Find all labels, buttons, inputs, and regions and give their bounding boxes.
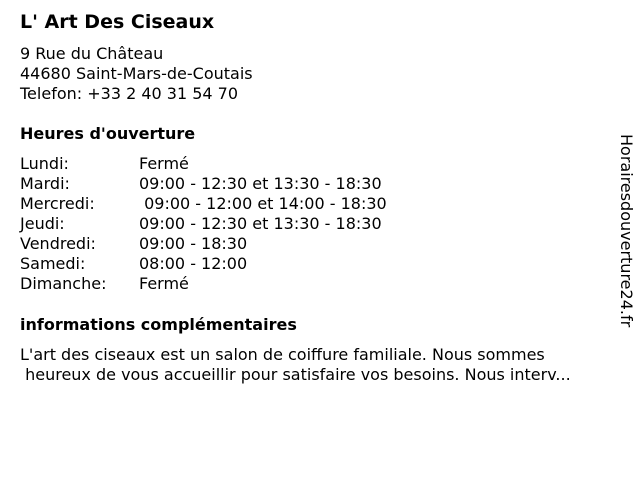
day-label: Lundi: bbox=[20, 154, 69, 173]
hours-row bbox=[20, 154, 387, 174]
day-label: Jeudi: bbox=[20, 214, 65, 233]
time-value: 08:00 - 12:00 bbox=[139, 254, 248, 273]
site-watermark bbox=[612, 134, 636, 344]
hours-row bbox=[20, 254, 387, 274]
time-value: Fermé bbox=[139, 274, 189, 293]
day-label: Mardi: bbox=[20, 174, 70, 193]
opening-hours-heading: Heures d'ouverture bbox=[20, 124, 196, 143]
day-label: Dimanche: bbox=[20, 274, 107, 293]
info-line: L'art des ciseaux est un salon de coiffure familiale. Nous sommes bbox=[20, 345, 545, 364]
watermark-text: Horairesdouverture24.fr bbox=[617, 134, 636, 328]
opening-hours-table bbox=[20, 154, 387, 294]
business-name: L' Art Des Ciseaux bbox=[20, 11, 215, 33]
day-label: Mercredi: bbox=[20, 194, 95, 213]
hours-row bbox=[20, 274, 387, 294]
hours-row bbox=[20, 174, 387, 194]
day-label: Vendredi: bbox=[20, 234, 96, 253]
time-value: Fermé bbox=[139, 154, 189, 173]
street-address: 9 Rue du Château bbox=[20, 44, 164, 63]
info-line: heureux de vous accueillir pour satisfaire vos besoins. Nous interv... bbox=[20, 365, 571, 384]
hours-row bbox=[20, 214, 387, 234]
time-value: 09:00 - 18:30 bbox=[139, 234, 248, 253]
time-value: 09:00 - 12:30 et 13:30 - 18:30 bbox=[139, 174, 382, 193]
city-address: 44680 Saint-Mars-de-Coutais bbox=[20, 64, 253, 83]
time-value: 09:00 - 12:30 et 13:30 - 18:30 bbox=[139, 214, 382, 233]
address-block bbox=[20, 44, 253, 104]
additional-info-text bbox=[20, 345, 625, 385]
hours-row bbox=[20, 234, 387, 254]
phone-number: Telefon: +33 2 40 31 54 70 bbox=[20, 84, 239, 103]
day-label: Samedi: bbox=[20, 254, 86, 273]
time-value: 09:00 - 12:00 et 14:00 - 18:30 bbox=[139, 194, 387, 213]
hours-row bbox=[20, 194, 387, 214]
additional-info-heading: informations complémentaires bbox=[20, 315, 297, 334]
